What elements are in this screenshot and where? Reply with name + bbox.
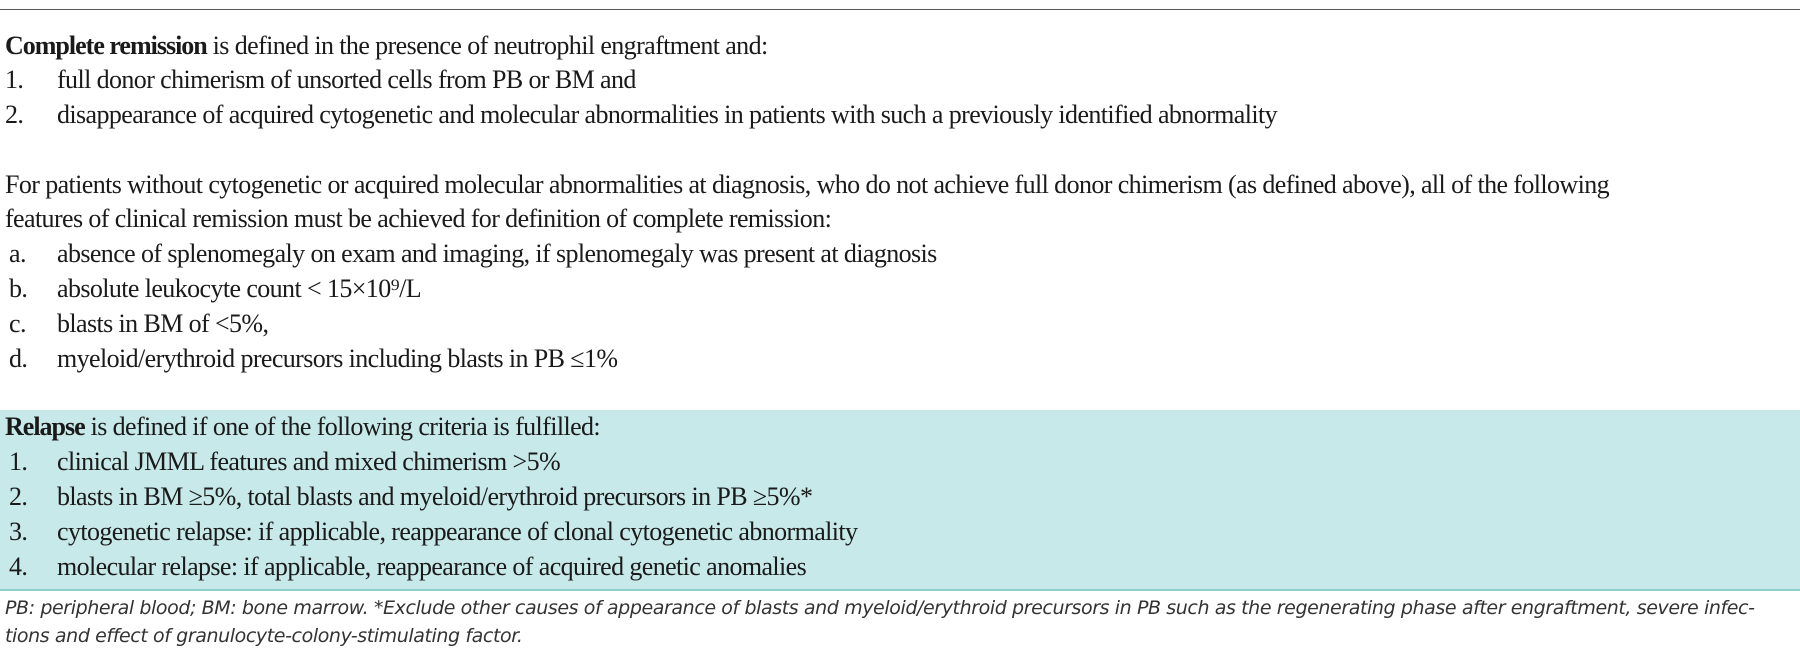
list-item xyxy=(5,237,937,271)
list-item xyxy=(5,342,617,376)
paragraph-line: features of clinical remission must be achieved for definition of complete remission: xyxy=(5,204,832,233)
list-item-label: 1. xyxy=(5,65,24,94)
list-item-text: absence of splenomegaly on exam and imaging, if splenomegaly was present at diagnosis xyxy=(57,239,937,268)
list-item-text: clinical JMML features and mixed chimerism >5% xyxy=(57,447,561,476)
bottom-rule xyxy=(0,589,1800,591)
list-item xyxy=(5,445,560,479)
list-item xyxy=(5,63,636,97)
list-item-label: 4. xyxy=(9,552,28,581)
list-item-text: myeloid/erythroid precursors including blasts in PB ≤1% xyxy=(57,344,618,373)
list-item xyxy=(5,98,1277,132)
relapse-term: Relapse xyxy=(5,412,85,441)
list-item-text: absolute leukocyte count < 15×10⁹/L xyxy=(57,274,421,303)
list-item-label: 2. xyxy=(5,100,24,129)
list-item-text: blasts in BM of <5%, xyxy=(57,309,269,338)
list-item-label: 2. xyxy=(9,482,28,511)
complete-remission-definition: is defined in the presence of neutrophil engraftment and: xyxy=(206,31,768,60)
list-item-label: 1. xyxy=(9,447,28,476)
list-item-label: 3. xyxy=(9,517,28,546)
list-item-label: a. xyxy=(9,239,26,268)
list-item xyxy=(5,480,812,514)
list-item-text: molecular relapse: if applicable, reappearance of acquired genetic anomalies xyxy=(57,552,807,581)
list-item-text: blasts in BM ≥5%, total blasts and myeloid/erythroid precursors in PB ≥5%* xyxy=(57,482,813,511)
list-item xyxy=(5,307,268,341)
relapse-heading xyxy=(5,410,600,444)
complete-remission-term: Complete remission xyxy=(5,31,207,60)
list-item-text: cytogenetic relapse: if applicable, reappearance of clonal cytogenetic abnormality xyxy=(57,517,858,546)
footnote-line: PB: peripheral blood; BM: bone marrow. *Exclude other causes of appearance of blasts and myeloid/erythroid precursors in PB such as the regenerating phase after engraftment, severe infec- xyxy=(5,597,1755,619)
relapse-definition: is defined if one of the following criteria is fulfilled: xyxy=(84,412,601,441)
top-rule xyxy=(0,9,1800,10)
complete-remission-heading xyxy=(5,29,768,63)
list-item-text: disappearance of acquired cytogenetic and molecular abnormalities in patients with such a previously identified abnormality xyxy=(57,100,1277,129)
footnote-line: tions and effect of granulocyte-colony-stimulating factor. xyxy=(5,625,523,647)
list-item-label: b. xyxy=(9,274,28,303)
list-item xyxy=(5,272,421,306)
list-item xyxy=(5,515,857,549)
list-item xyxy=(5,550,806,584)
list-item-label: c. xyxy=(9,309,26,338)
list-item-label: d. xyxy=(9,344,28,373)
paragraph-line: For patients without cytogenetic or acquired molecular abnormalities at diagnosis, who do not achieve full donor chimerism (as defined above), all of the following xyxy=(5,170,1610,199)
list-item-text: full donor chimerism of unsorted cells from PB or BM and xyxy=(57,65,636,94)
